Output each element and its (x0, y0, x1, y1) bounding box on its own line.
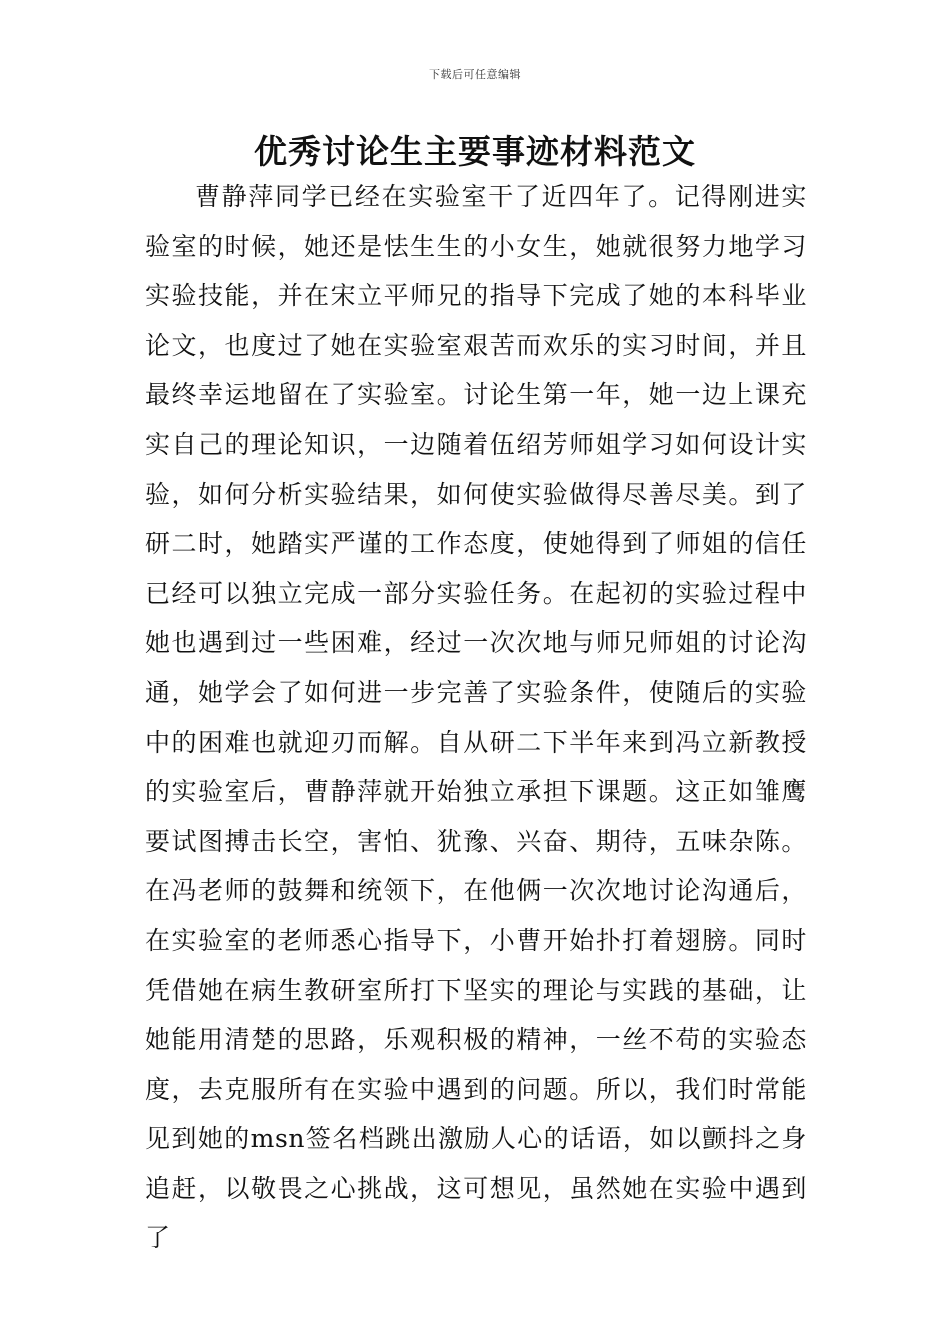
document-title: 优秀讨论生主要事迹材料范文 (254, 132, 696, 171)
body-paragraph: 曹静萍同学已经在实验室干了近四年了。记得刚进实验室的时候，她还是怯生生的小女生，她就很努力地学习实验技能，并在宋立平师兄的指导下完成了她的本科毕业论文，也度过了她在实验室艰苦而欢乐的实习时间，并且最终幸运地留在了实验室。讨论生第一年，她一边上课充实自己的理论知识，一边随着伍绍芳师姐学习如何设计实验，如何分析实验结果，如何使实验做得尽善尽美。到了研二时，她踏实严谨的工作态度，使她得到了师姐的信任已经可以独立完成一部分实验任务。在起初的实验过程中她也遇到过一些困难，经过一次次地与师兄师姐的讨论沟通，她学会了如何进一步完善了实验条件，使随后的实验中的困难也就迎刃而解。自从研二下半年来到冯立新教授的实验室后，曹静萍就开始独立承担下课题。这正如雏鹰要试图搏击长空，害怕、犹豫、兴奋、期待，五味杂陈。在冯老师的鼓舞和统领下，在他俩一次次地讨论沟通后，在实验室的老师悉心指导下，小曹开始扑打着翅膀。同时凭借她在病生教研室所打下坚实的理论与实践的基础，让她能用清楚的思路，乐观积极的精神，一丝不苟的实验态度，去克服所有在实验中遇到的问题。所以，我们时常能见到她的msn签名档跳出激励人心的话语，如以颤抖之身追赶，以敬畏之心挑战，这可想见，虽然她在实验中遇到了 (145, 182, 807, 1253)
header-note: 下载后可任意编辑 (429, 68, 521, 81)
